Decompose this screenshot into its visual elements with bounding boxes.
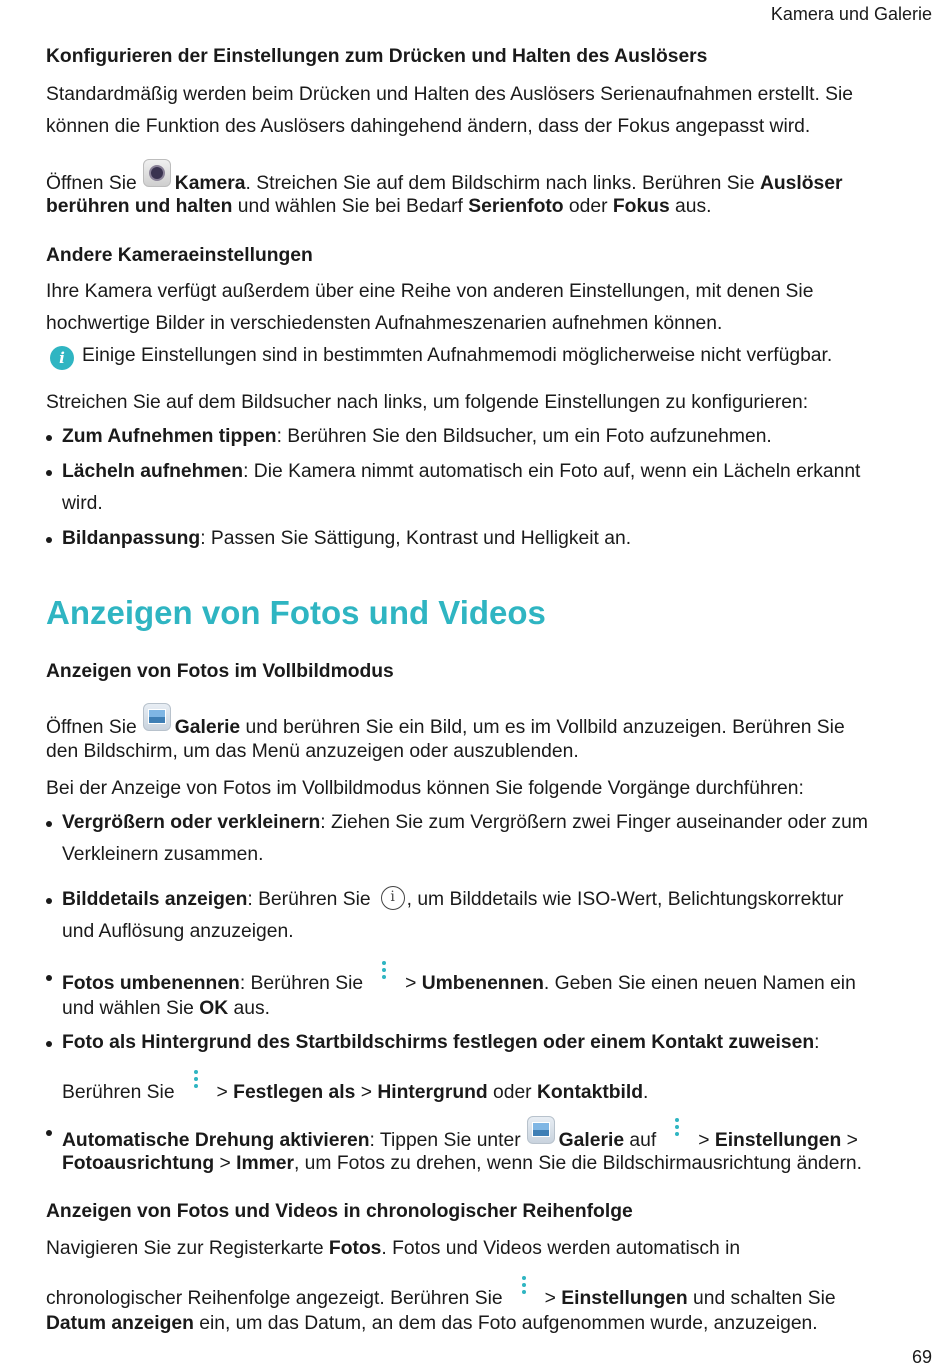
text: ein, um das Datum, an dem das Foto aufgenommen wurde, anzuzeigen. [193,1313,818,1334]
list-item [62,523,631,555]
fotos-label: Fotos [328,1238,382,1259]
text: Navigieren Sie zur Registerkarte [46,1238,329,1259]
text: > [405,973,422,994]
text: , um Bilddetails wie ISO-Wert, Belichtungskorrektur [406,889,844,910]
paragraph-line: hochwertige Bilder in verschiedensten Aufnahmeszenarien aufnehmen können. [46,313,723,334]
camera-app-icon [143,159,171,187]
list-item-continuation: wird. [62,493,103,514]
camera-label: Kamera [174,173,246,194]
text: : Passen Sie Sättigung, Kontrast und Helligkeit an. [200,528,632,549]
text: Öffnen Sie [46,173,137,194]
list-item [62,456,860,488]
list-item [62,807,868,839]
bullet [46,435,52,441]
text: und wählen Sie bei Bedarf [232,196,469,217]
bold-text: Zum Aufnehmen tippen [62,426,277,447]
more-vertical-icon [371,961,397,987]
heading-shutter-settings: Konfigurieren der Einstellungen zum Drücken und Halten des Auslösers [46,46,708,67]
bold-text: Lächeln aufnehmen [62,461,244,482]
fotoausrichtung-label: Fotoausrichtung [62,1153,215,1174]
serienfoto-label: Serienfoto [468,196,564,217]
more-vertical-icon [511,1276,537,1302]
bold-text: Bilddetails anzeigen [62,889,248,910]
bold-text: Foto als Hintergrund des Startbildschirms festlegen oder einem Kontakt zuweisen [62,1032,815,1053]
paragraph-line [46,1308,818,1340]
umbenennen-label: Umbenennen [421,973,544,994]
text: oder [487,1082,537,1103]
datum-anzeigen-label: Datum anzeigen [46,1313,194,1334]
more-vertical-icon [183,1070,209,1096]
gallery-app-icon [527,1116,555,1144]
list-item [62,421,772,453]
paragraph-line [46,191,711,223]
more-vertical-icon [664,1118,690,1144]
immer-label: Immer [236,1153,294,1174]
kontaktbild-label: Kontaktbild [536,1082,644,1103]
list-item-continuation [62,1070,648,1109]
paragraph-line: können die Funktion des Auslösers dahingehend ändern, dass der Fokus angepasst wird. [46,116,811,137]
heading-chronological: Anzeigen von Fotos und Videos in chronologischer Reihenfolge [46,1201,633,1222]
gallery-app-icon [143,703,171,731]
paragraph-line: Standardmäßig werden beim Drücken und Halten des Auslösers Serienaufnahmen erstellt. Sie [46,84,854,105]
bullet [46,537,52,543]
text: und berühren Sie ein Bild, um es im Vollbild anzuzeigen. Berühren Sie [240,717,845,738]
page-number: 69 [911,1347,932,1367]
text: : Berühren Sie [247,889,371,910]
bullet [46,898,52,904]
text: : Ziehen Sie zum Vergrößern zwei Finger auseinander oder zum [320,812,868,833]
text: > [355,1082,378,1103]
text: > [841,1130,858,1151]
text: > [216,1082,234,1103]
text: und wählen Sie [62,998,200,1019]
bold-text: Vergrößern oder verkleinern [62,812,321,833]
list-item-continuation [62,1148,862,1180]
ausloeser-label: Auslöser [759,173,843,194]
text: > [214,1153,237,1174]
text: : Tippen Sie unter [369,1130,521,1151]
heading-fullscreen: Anzeigen von Fotos im Vollbildmodus [46,661,394,682]
text: : Berühren Sie den Bildsucher, um ein Foto aufzunehmen. [276,426,772,447]
list-item-continuation: Verkleinern zusammen. [62,844,264,865]
paragraph-line: Streichen Sie auf dem Bildsucher nach links, um folgende Einstellungen zu konfigurieren: [46,392,809,413]
heading-other-camera-settings: Andere Kameraeinstellungen [46,245,313,266]
text: . Streichen Sie auf dem Bildschirm nach links. Berühren Sie [245,173,760,194]
bold-text: Automatische Drehung aktivieren [62,1130,370,1151]
note-info-icon: i [50,346,74,370]
hintergrund-label: Hintergrund [377,1082,488,1103]
text: auf [624,1130,657,1151]
einstellungen-label: Einstellungen [561,1288,688,1309]
text: Öffnen Sie [46,717,137,738]
bullet [46,470,52,476]
text: chronologischer Reihenfolge angezeigt. Berühren Sie [46,1288,503,1309]
paragraph-line: Ihre Kamera verfügt außerdem über eine Reihe von anderen Einstellungen, mit denen Sie [46,281,814,302]
info-icon: i [381,886,405,910]
text: oder [563,196,613,217]
fokus-label: Fokus [612,196,670,217]
text: Berühren Sie [62,1082,175,1103]
einstellungen-label: Einstellungen [714,1130,842,1151]
festlegen-label: Festlegen als [233,1082,356,1103]
ok-label: OK [199,998,229,1019]
section-title: Anzeigen von Fotos und Videos [46,594,546,631]
text: > [544,1288,562,1309]
text: : Berühren Sie [239,973,364,994]
galerie-label: Galerie [174,717,241,738]
list-item [62,1027,819,1059]
text: , um Fotos zu drehen, wenn Sie die Bildschirmausrichtung ändern. [293,1153,862,1174]
text: : [814,1032,820,1053]
note-text: Einige Einstellungen sind in bestimmten Aufnahmemodi möglicherweise nicht verfügbar. [82,345,833,366]
text: . [643,1082,649,1103]
bold-text: berühren und halten [46,196,233,217]
bullet [46,821,52,827]
bullet [46,975,52,981]
paragraph-line: den Bildschirm, um das Menü anzuzeigen oder auszublenden. [46,741,579,762]
galerie-label: Galerie [558,1130,625,1151]
text: und schalten Sie [687,1288,836,1309]
bullet [46,1130,52,1136]
text: : Die Kamera nimmt automatisch ein Foto auf, wenn ein Lächeln erkannt [243,461,861,482]
list-item-continuation [62,993,270,1025]
bold-text: Fotos umbenennen [62,973,240,994]
text: > [698,1130,715,1151]
running-header: Kamera und Galerie [770,4,932,24]
text: . Fotos und Videos werden automatisch in [381,1238,741,1259]
text: . Geben Sie einen neuen Namen ein [543,973,856,994]
paragraph-line: Bei der Anzeige von Fotos im Vollbildmodus können Sie folgende Vorgänge durchführen: [46,778,804,799]
paragraph-line [46,1233,740,1265]
list-item [62,884,843,916]
text: aus. [228,998,270,1019]
bold-text: Bildanpassung [62,528,201,549]
text: aus. [669,196,712,217]
bullet [46,1041,52,1047]
list-item-continuation: und Auflösung anzuzeigen. [62,921,294,942]
